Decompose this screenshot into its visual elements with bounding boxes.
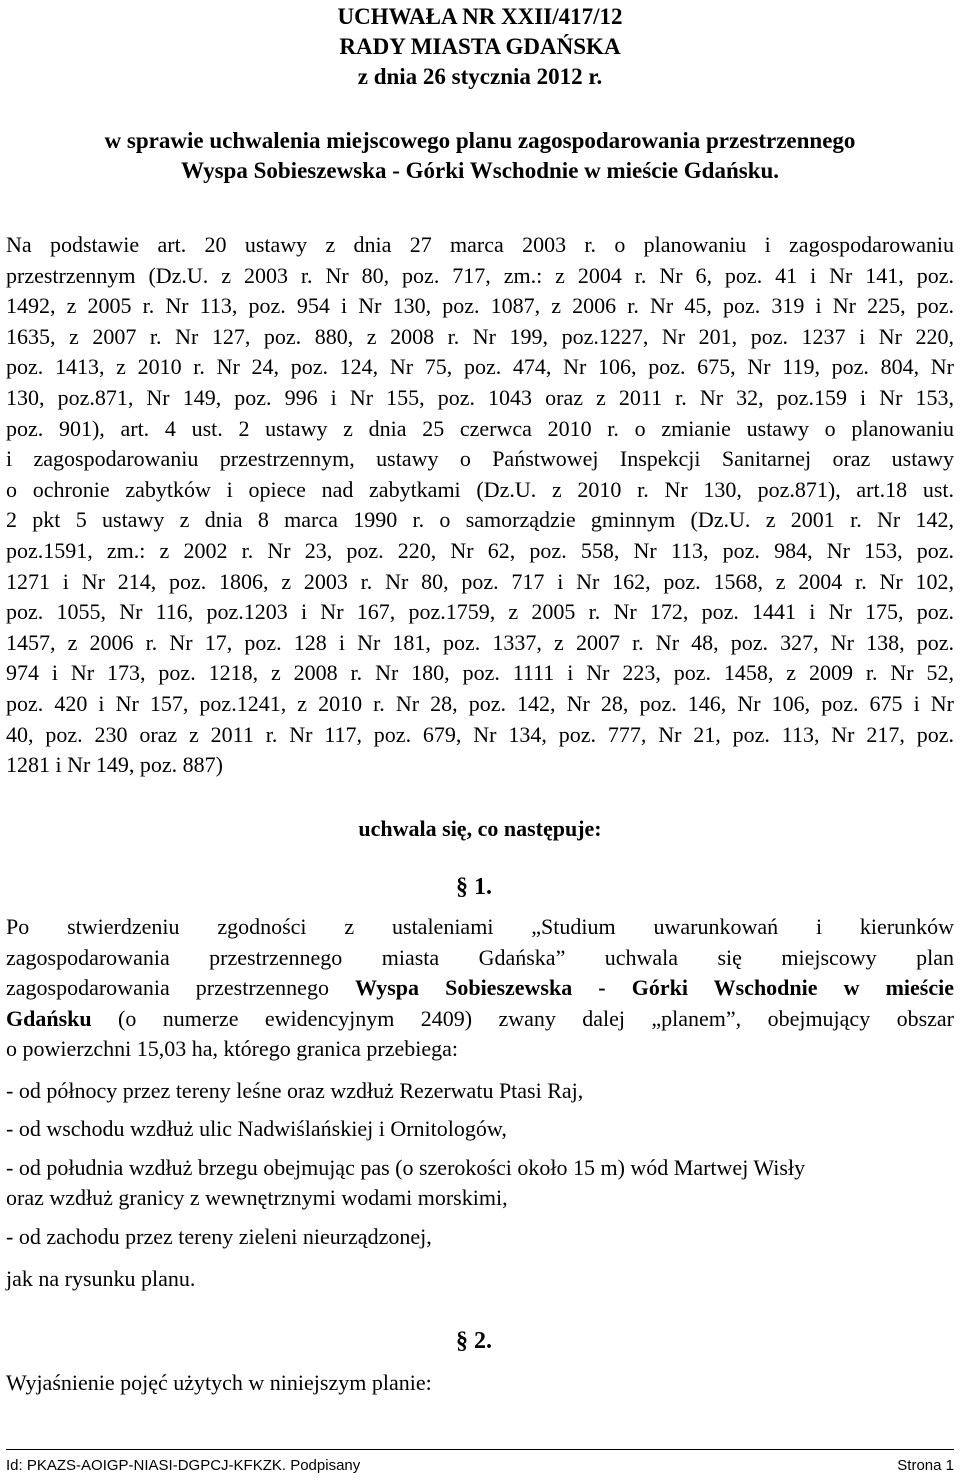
- section-1-text: zagospodarowania przestrzennego: [6, 975, 356, 1001]
- section-1-mark: § 1.: [456, 874, 492, 900]
- legal-basis-line: poz. 420 i Nr 157, poz.1241, z 2010 r. Nr 28, poz. 142, Nr 28, poz. 146, Nr 106, poz. 675 i Nr: [6, 690, 954, 716]
- plan-name-bold: Gdańsku: [6, 1005, 92, 1031]
- page-number: Strona 1: [897, 1457, 954, 1474]
- footer-divider: [6, 1449, 954, 1450]
- legal-basis-line: i zagospodarowaniu przestrzennym, ustawy o Państwowej Inspekcji Sanitarnej oraz ustawy: [6, 446, 954, 472]
- subject-line-2: Wyspa Sobieszewska - Górki Wschodnie w mieście Gdańsku.: [180, 158, 780, 183]
- section-1-line: o powierzchni 15,03 ha, którego granica przebiega:: [6, 1036, 459, 1062]
- legal-basis-line: 40, poz. 230 oraz z 2011 r. Nr 117, poz. 679, Nr 134, poz. 777, Nr 21, poz. 113, Nr 217, poz.: [6, 721, 954, 747]
- boundary-south: - od południa wzdłuż brzegu obejmując pas (o szerokości około 15 m) wód Martwej Wisły: [6, 1155, 806, 1180]
- legal-basis-line: poz. 1413, z 2010 r. Nr 24, poz. 124, Nr 75, poz. 474, Nr 106, poz. 675, Nr 119, poz. 804, Nr: [6, 354, 954, 380]
- legal-basis-line: 130, poz.871, Nr 149, poz. 996 i Nr 155, poz. 1043 oraz z 2011 r. Nr 32, poz.159 i Nr 153,: [6, 384, 954, 410]
- legal-basis-line: 1492, z 2005 r. Nr 113, poz. 954 i Nr 130, poz. 1087, z 2006 r. Nr 45, poz. 319 i Nr 225, poz.: [6, 293, 954, 319]
- boundary-north: - od północy przez tereny leśne oraz wzdłuż Rezerwatu Ptasi Raj,: [6, 1078, 584, 1103]
- boundary-west: - od zachodu przez tereny zieleni nieurządzonej,: [6, 1224, 432, 1249]
- legal-basis-line: 1281 i Nr 149, poz. 887): [6, 752, 223, 778]
- resolution-date: z dnia 26 stycznia 2012 r.: [357, 64, 603, 89]
- legal-basis-line: 1271 i Nr 214, poz. 1806, z 2003 r. Nr 80, poz. 717 i Nr 162, poz. 1568, z 2004 r. Nr 102,: [6, 568, 954, 594]
- section-1-text: (o numerze ewidencyjnym 2409) zwany dalej „planem”, obejmujący obszar: [91, 1005, 954, 1031]
- legal-basis-line: 1457, z 2006 r. Nr 17, poz. 128 i Nr 181, poz. 1337, z 2007 r. Nr 48, poz. 327, Nr 138, poz.: [6, 629, 954, 655]
- page-footer: [6, 1456, 954, 1476]
- section-1-line: [6, 973, 954, 1004]
- legal-basis-line: poz. 1055, Nr 116, poz.1203 i Nr 167, poz.1759, z 2005 r. Nr 172, poz. 1441 i Nr 175, poz.: [6, 599, 954, 625]
- legal-basis-line: Na podstawie art. 20 ustawy z dnia 27 marca 2003 r. o planowaniu i zagospodarowaniu: [6, 232, 954, 257]
- legal-basis-paragraph: [6, 230, 954, 781]
- document-id: Id: PKAZS-AOIGP-NIASI-DGPCJ-KFKZK. Podpisany: [6, 1457, 361, 1474]
- subject-line-1: w sprawie uchwalenia miejscowego planu zagospodarowania przestrzennego: [104, 128, 856, 153]
- boundary-east: - od wschodu wzdłuż ulic Nadwiślańskiej i Ornitologów,: [6, 1116, 507, 1141]
- resolution-number: UCHWAŁA NR XXII/417/12: [337, 4, 623, 29]
- legal-basis-line: 974 i Nr 173, poz. 1218, z 2008 r. Nr 180, poz. 1111 i Nr 223, poz. 1458, z 2009 r. Nr 52,: [6, 660, 954, 686]
- legal-basis-line: przestrzennym (Dz.U. z 2003 r. Nr 80, poz. 717, zm.: z 2004 r. Nr 6, poz. 41 i Nr 141, poz.: [6, 262, 954, 288]
- section-1-line: zagospodarowania przestrzennego miasta Gdańska” uchwala się miejscowy plan: [6, 944, 954, 970]
- legal-basis-line: 2 pkt 5 ustawy z dnia 8 marca 1990 r. o samorządzie gminnym (Dz.U. z 2001 r. Nr 142,: [6, 507, 954, 533]
- boundary-south-continued: oraz wzdłuż granicy z wewnętrznymi wodami morskimi,: [6, 1185, 508, 1210]
- council-name: RADY MIASTA GDAŃSKA: [339, 34, 621, 59]
- section-1-paragraph: [6, 912, 954, 1065]
- plan-name-bold: Wyspa Sobieszewska - Górki Wschodnie w mieście: [355, 975, 954, 1001]
- legal-basis-line: o ochronie zabytków i opiece nad zabytkami (Dz.U. z 2010 r. Nr 130, poz.871), art.18 ust.: [6, 476, 954, 502]
- resolves-statement: uchwala się, co następuje:: [358, 816, 602, 841]
- section-1-line: [6, 1004, 954, 1035]
- section-2-mark: § 2.: [456, 1328, 492, 1354]
- section-2-intro: Wyjaśnienie pojęć użytych w niniejszym planie:: [6, 1370, 432, 1395]
- section-1-line: Po stwierdzeniu zgodności z ustaleniami „Studium uwarunkowań i kierunków: [6, 914, 954, 939]
- legal-basis-line: poz. 901), art. 4 ust. 2 ustawy z dnia 25 czerwca 2010 r. o zmianie ustawy o planowaniu: [6, 415, 954, 441]
- plan-drawing-reference: jak na rysunku planu.: [6, 1266, 196, 1291]
- legal-basis-line: 1635, z 2007 r. Nr 127, poz. 880, z 2008 r. Nr 199, poz.1227, Nr 201, poz. 1237 i Nr 220,: [6, 323, 954, 349]
- legal-basis-line: poz.1591, zm.: z 2002 r. Nr 23, poz. 220, Nr 62, poz. 558, Nr 113, poz. 984, Nr 153, poz.: [6, 537, 954, 563]
